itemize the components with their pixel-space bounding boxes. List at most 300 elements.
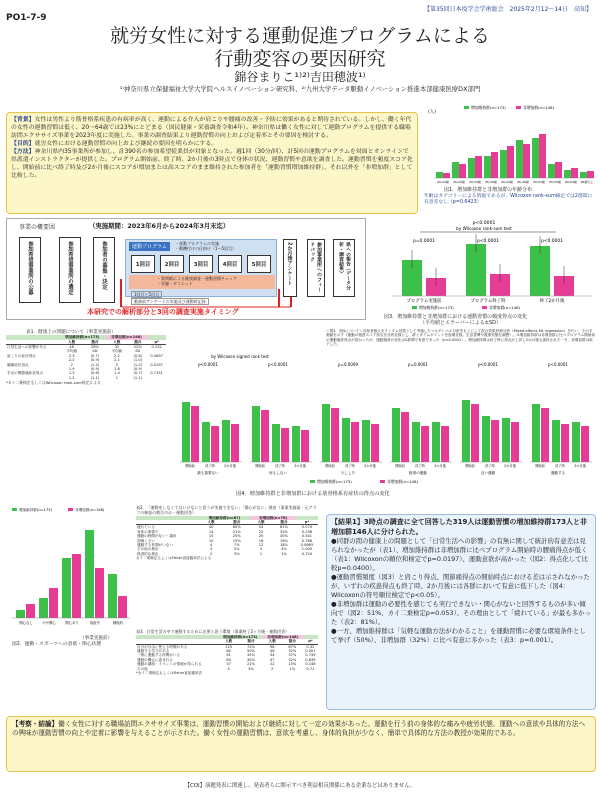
table3-cell-1-5: 0.001 [305, 649, 316, 654]
fig3-pvalue-0: p=0.0001 [413, 239, 435, 244]
fig2-bar-g-1 [39, 598, 48, 618]
table3-cell-4-1: 37 [226, 662, 231, 667]
table1-cell-5-2: (0.9) [90, 367, 100, 372]
table1-cell-7-2: (1-1) [90, 375, 100, 380]
session-5: 5回目 [247, 255, 271, 273]
fig1-bar-p-6 [539, 134, 546, 178]
table3-cell-1-1: 80 [226, 649, 231, 654]
table2-cell-6-1: 2 [210, 551, 213, 556]
fig3-legend-swatch-2 [482, 306, 487, 309]
fig4-legend-1: 増加維持群(n=173) [317, 479, 352, 484]
table1-cell-0-0: 日常生活への影響がある [6, 345, 59, 350]
fig4-xlabel-2-1: 終了時 [345, 464, 355, 468]
table3-cell-4-5: 0.148 [305, 662, 316, 667]
fig1-note: 年齢はカテゴリーによる情報であるが、Wilcoxon rank-sum検定では2群間に有意差なし（p=0.6423） [424, 194, 593, 205]
table3-cell-4-4: 15% [288, 662, 297, 667]
table3-cell-4-2: 21% [246, 662, 255, 667]
table1-cell-1-2: SD [92, 349, 98, 354]
fig1-xlabel-1: 25-29歳 [453, 180, 465, 184]
table3-cell-2-0: 一緒に運動する仲間がいる [137, 653, 181, 658]
table3-cell-2-4: 37% [288, 653, 297, 658]
background-section [11, 116, 413, 140]
method-label: 【方法】 [11, 149, 35, 155]
table3-cell-4-0: 運動の講座・イベントの情報が得られる [137, 662, 202, 667]
fig4-bar-p-1-1 [281, 428, 289, 462]
results-bullet-1: ●運動習慣頻度（図3）と肩こり得点、関節痛得点の開始時点における差は示されなかったが、いずれの疾患得点も終了時、2か月後には各群において有意に低下した（図4：Wilcoxonの符号順位検定でp<0.05）。 [331, 573, 590, 600]
fig4-bar-p-3-1 [421, 426, 429, 462]
table1-cell-4-4: (1-2) [133, 362, 143, 367]
fig4-bar-g-3-1 [412, 422, 420, 462]
table2-header-2: 割合 [233, 520, 241, 524]
fig2-sub: （事業実施前） [80, 636, 113, 641]
survey-note-1: ・質問紙による健康調査・運動習慣チェック [157, 276, 237, 281]
survey-note-2: ・栄養・ダイエット [157, 281, 193, 286]
background-text: 女性は男性より筋骨格系疾患の有病率が高く、運動による介入が肩こりや腰痛の改善・予防に効果があると期待されている。しかし、働く年代の女性の運動習慣は低く、20～64歳では23%にとどまる（国民健康・栄養調査令和4年）。神奈川県は働く女性に対して運動プログラムを提供する職場訪問エクササイズ事業を2023年度に実施した。事業の調査結果より運動習慣の向上および定着率とその要因を検討する。 [11, 117, 412, 139]
table1-cell-0-4: 22% [128, 345, 147, 350]
table2-cell-2-2: 25% [232, 534, 241, 539]
fig4-caption: 図4．増加維持群と非増加群における筋骨格系有症状の得点の変化 [236, 491, 390, 497]
fig1-caption: 図1．増加維持群と非増加群の年齢分布 [444, 187, 533, 193]
fig4-xlabel-2-2: 2か月後 [364, 464, 376, 468]
poster-id: PO1-7-9 [6, 13, 47, 23]
fig4-panel-label-3: 軽度の運動 [409, 471, 427, 475]
fig4-xlabel-4-1: 終了時 [485, 464, 495, 468]
fig4-pvalue-5: p<0.0001 [548, 362, 568, 367]
table1-cell-5-3: 1.8 [114, 367, 120, 372]
fig1-xlabel-8: 60-64歳 [565, 180, 577, 184]
table3-group-head-2: 非増加群(n=146) [263, 635, 303, 639]
fig4-svg [170, 352, 596, 490]
table2-cell-0-4: 81% [272, 525, 296, 530]
table1-cell-3-2: (0.9) [90, 358, 100, 363]
overview-title: 事業の概要図 [19, 224, 56, 231]
table1-header-2: 割合 [91, 339, 99, 344]
fig4-bar-g-4-2 [502, 418, 510, 462]
table2-cell-1-2: 21% [232, 529, 241, 534]
fig2-xlabel-3: 取組中 [89, 621, 101, 625]
fig1-bar-p-5 [523, 144, 530, 178]
table1 [6, 330, 166, 385]
overview-diagram [6, 218, 366, 320]
fig1-bar-g-0 [436, 172, 443, 178]
fig4-bar-p-4-1 [491, 420, 499, 462]
fig1-legend-swatch-2 [516, 106, 521, 109]
fig3-caption: 図3．増加維持群と非増加群における運動習慣の頻度得点の変化 [384, 314, 528, 320]
table3 [136, 630, 318, 676]
fig1-svg [424, 104, 596, 188]
results-head: 【結果1】3時点の調査に全て回答した319人は運動習慣の増加維持群173人と非増加群146人に分けられた。 [331, 518, 587, 536]
fig1-xlabel-9: 65歳以上 [580, 180, 594, 184]
results-bullet-0: ●同群の間の健康上の問題として「日常生活への影響」の有無に関して統計的有意差は見られなかったが（表1）、増加維持群は非増加群に比べプログラム開始時の腰痛得点が低く（表1：Wilcoxonの順位和検定でp=0.0197）、運動意欲が高かった（図2：得点化して比較p=0.0400）。 [331, 537, 588, 573]
fig4-legend-2: 非増加群(n=146) [387, 479, 418, 484]
fig4-bar-p-2-0 [331, 408, 339, 462]
fig4-xlabel-3-1: 終了時 [415, 464, 425, 468]
program-note-2: ・動機付けの仕掛け（1～5回目） [175, 246, 237, 251]
results-bullet-2: ●非増加群は運動の必要性を感じても実行できない・関心がないと回答するものが多い傾向で（図2：51%、カイ二乗検定p=0.053）、その理由として「疲れている」が最も多かった（表2：81%）。 [331, 600, 591, 627]
fig3-sub: （平均値とエラーバーによる±SD） [420, 320, 501, 326]
table1-cell-6-0: 手足の関節痛症状得点 [7, 371, 43, 376]
fig1-bar-g-3 [484, 156, 491, 178]
table2-cell-3-0: 面倒くさい [137, 538, 155, 543]
method-text: 神奈川県内35事業所が参加し、計390名の参加希望従業員が対象となった。週1回（30分/回）、計5回の運動プログラムを対面とオンラインで県派遣インストラクターが提供した。プログラム開始前、終了時、2か月後の3時点で身体の状況、運動習慣や意欲を調査した。運動習慣を頻度スコア化し、開始前に比べ終了時及び2か月後にスコアが増加または高スコアのまま維持された参加者を「運動習慣増加維持群」、それ以外を「非増加群」として比較した。 [11, 149, 413, 179]
fig4-bar-g-2-2 [362, 420, 370, 462]
table1-title: 表1．健康上の問題について（事業実施前） [26, 330, 117, 335]
table3-header-4: 割合 [288, 639, 296, 644]
table2-cell-1-4: 33% [279, 529, 288, 534]
fig4-panel-label-0: 最も重要ない [197, 471, 219, 475]
table1-group-head-2: 非増加群(n=146) [106, 335, 148, 339]
table1-header-1: 人数 [68, 339, 76, 344]
table1-cell-2-4: (0.8) [133, 353, 143, 358]
fig2-xlabel-4: 積極的 [112, 621, 124, 625]
table2-cell-2-5: 0.541 [301, 534, 313, 539]
conference-label: 【第35回日本疫学会学術総会 2025年2月12～14日 高知】 [424, 6, 592, 13]
fig1-bar-p-9 [587, 171, 594, 178]
fig1-bar-p-2 [475, 156, 482, 178]
fig4-bar-g-4-1 [482, 416, 490, 462]
table1-cell-6-3: 1.4 [114, 371, 120, 376]
table2-cell-6-5: 0.724 [301, 551, 313, 556]
fig1-legend-swatch-1 [464, 106, 469, 109]
fig4-xlabel-1-0: 開始前 [255, 464, 265, 468]
table1-cell-0-2: 28% [84, 345, 105, 350]
table2-cell-5-3: 3 [259, 547, 263, 552]
fig3-chart [372, 216, 596, 314]
fig2-bar-p-2 [72, 554, 81, 618]
fig4-bar-p-4-0 [471, 404, 479, 462]
fig4-bar-p-1-0 [261, 410, 269, 462]
fig1-bar-p-8 [571, 168, 578, 178]
title-line2: 行動変容の要因研究 [214, 48, 386, 70]
fig4-bar-p-3-2 [441, 426, 449, 462]
session-3: 3回目 [189, 255, 213, 273]
program-note-1: ・運動プログラムの実施 [175, 241, 219, 246]
table2-cell-0-1: 40 [199, 525, 224, 530]
table2-cell-6-2: 3% [233, 551, 240, 556]
fig1-xlabel-7: 55-59歳 [549, 180, 561, 184]
table3-cell-0-0: 自分が自由に使える時間がある [136, 644, 218, 649]
fig4-pvalue-1: p<0.0001 [268, 362, 288, 367]
fig3-xlabel-1: プログラム終了時 [470, 299, 506, 304]
table2-cell-4-0: 運動する仲間がいない [137, 543, 173, 548]
fig4-xlabel-0-1: 終了時 [205, 464, 215, 468]
fig4-bar-p-3-0 [401, 412, 409, 462]
table1-cell-6-1: 1.3 [68, 371, 75, 376]
table3-cell-2-1: 61 [226, 653, 231, 658]
table3-cell-5-0: その他 [137, 666, 148, 671]
overview-step-label-1: 参加希望事業所の選定 [67, 241, 73, 295]
fig2-legend-2: 非増加群(n=146) [75, 508, 105, 512]
fig4-bar-g-1-1 [272, 424, 280, 462]
fig3-legend-swatch-1 [412, 306, 417, 309]
fig1-legend-2: 非増加群(n=146) [523, 105, 554, 110]
fig4-panel-label-1: 何もしない [269, 471, 287, 475]
table1-cell-6-5: 0.7151 [150, 371, 163, 376]
fig2-legend-1: 増加維持群(n=173) [19, 508, 52, 512]
fig4-xlabel-0-2: 2か月後 [224, 464, 236, 468]
table1-cell-4-1: 2 [70, 362, 73, 367]
fig2-bar-p-4 [118, 596, 127, 618]
table2-cell-6-0: 経済的な理由 [137, 551, 159, 556]
table3-cell-5-4: 1% [289, 666, 296, 671]
table3-cell-0-5: 0.32 [303, 644, 318, 649]
table2-cell-4-5: 0.0665 [300, 543, 314, 548]
fig4-bar-p-5-2 [581, 426, 589, 462]
report-label: 県への報告（データ分析・調査結果） [338, 242, 350, 290]
fig1-xlabel-3: 35-39歳 [485, 180, 497, 184]
table2-cell-0-3: 54 [250, 525, 272, 530]
overview-step-label-2: 参加者の募集・決定 [101, 241, 107, 290]
fig4-xlabel-2-0: 開始前 [325, 464, 335, 468]
table1-header-4: 割合 [134, 339, 142, 344]
table2-cell-3-4: 19% [279, 538, 288, 543]
table1-cell-6-2: (0.6) [90, 371, 100, 376]
fig4-chart [170, 352, 596, 490]
fig4-bar-g-5-0 [532, 404, 540, 462]
fig4-bar-p-4-2 [511, 422, 519, 462]
fig1-bar-g-1 [452, 162, 459, 178]
table2-cell-3-2: 15% [232, 538, 241, 543]
fig4-bar-g-1-0 [252, 406, 260, 462]
table3-cell-3-3: 47 [269, 657, 275, 662]
fig1-bar-p-0 [443, 173, 450, 178]
table1-cell-0-3: 32 [106, 345, 129, 350]
fig1-bar-g-2 [468, 158, 475, 178]
conclusion-label: 【考察・結論】 [12, 720, 59, 728]
table2-header-1: 人数 [207, 520, 215, 524]
fig3-xlabel-2: 終了2か月後 [539, 299, 565, 304]
table2-cell-1-5: 0.236 [301, 529, 313, 534]
table3-note: *カイ二乗検定もしくはFisher直接確率法 [136, 671, 203, 676]
purpose-section [11, 140, 413, 148]
table3-grid [136, 635, 318, 671]
table3-cell-4-3: 22 [269, 662, 275, 667]
purpose-text: 就労女性における運動習慣の向上および継続の要因を明らかにする。 [34, 141, 218, 147]
background-label: 【背景】 [11, 117, 35, 123]
fig4-subtitle: by Wilcoxon signed rank test [211, 354, 269, 359]
fig4-legend-swatch-2 [380, 480, 385, 483]
table1-cell-1-3: 平均値 [111, 349, 123, 354]
table2-cell-3-5: 0.786 [301, 538, 313, 543]
fig2-bar-p-1 [49, 588, 58, 618]
fig4-bar-p-0-0 [191, 406, 199, 462]
session-2: 2回目 [160, 255, 184, 273]
timing-arrows [7, 219, 367, 321]
table2-group-head-2: 非増加群(n=78) [250, 516, 296, 520]
feedback-label: 参加事業所へのフィードバック [309, 242, 322, 292]
fig4-pvalue-0: p<0.0001 [198, 362, 218, 367]
fig4-bar-g-2-0 [322, 404, 330, 462]
table3-cell-2-5: 0.749 [305, 653, 316, 658]
table3-header-3: 人数 [268, 639, 276, 644]
table2-cell-2-3: 20 [258, 534, 264, 539]
table1-cell-0-1: 48 [59, 345, 84, 350]
table1-cell-7-3: 1 [115, 375, 119, 380]
table1-cell-2-3: 2.2 [114, 353, 120, 358]
conclusion-box [6, 716, 596, 772]
title-line1: 就労女性に対する運動促進プログラムによる [110, 25, 490, 47]
fig4-note: ＜図3．図4について＞対象者個人をランダム効果として考慮したマルチレベル分析をもとにして混合効果回帰分析（Mixed-effects ML regression）を行い、その予測値を示す（運動の頻度スコア得点を目的変数とし、群とタイムポイントを説明変数。生活習慣や健康状態を調整）。②増加維持群は非増加群に比べプログラム開始前の運動頻度得点が高かったが、運動頻度の変化は2群間で有意であった（p<0.0001）。増加維持群は終了時に得点が上昇し2か月後も維持された一方、非増加群は低下した。 [326, 329, 596, 347]
purpose-label: 【目的】 [11, 141, 35, 147]
fig3-pvalue-1: p<0.0001 [477, 239, 499, 244]
fig3-svg [372, 216, 596, 314]
fig2-xlabel-2: 関心あり [65, 621, 79, 625]
fig4-xlabel-1-2: 2か月後 [294, 464, 306, 468]
program-label: 運動プログラム [129, 242, 170, 251]
table2-cell-0-2: 60% [223, 525, 250, 530]
table3-cell-1-3: 46 [269, 649, 275, 654]
fig4-xlabel-0-0: 開始前 [185, 464, 195, 468]
fig3-subtitle: by Wilcoxon rank-sum test [456, 226, 512, 231]
table3-cell-5-3: 2 [271, 666, 274, 671]
fig4-bar-g-0-1 [202, 422, 210, 462]
highlight-label: 本研究での解析部分と3回の調査実施タイミング [87, 308, 239, 316]
fig3-legend-2: 非増加群(n=146) [489, 305, 520, 310]
table1-cell-1-4: SD [135, 349, 141, 354]
session-1: 1回目 [131, 255, 155, 273]
table1-cell-1-1: 平均値 [66, 349, 78, 354]
table3-cell-1-0: 運動する気力がある [137, 649, 170, 654]
fig1-bar-p-3 [491, 152, 498, 178]
table3-title: 表3．日常生活の中で運動するために必要と思う環境（事業終了2ヶ月後・複数回答） [136, 629, 290, 634]
fig2-legend-swatch-2 [68, 508, 73, 511]
table3-cell-3-2: 35% [246, 657, 255, 662]
fig4-legend-swatch-1 [310, 480, 315, 483]
table2 [136, 506, 318, 561]
table3-cell-3-0: 運動の機会に恵まれる [137, 657, 173, 662]
fig1-xlabel-4: 40-44歳 [501, 180, 513, 184]
table1-cell-4-2: (1-2) [90, 362, 100, 367]
table1-cell-2-0: 肩こりの症状得点 [7, 353, 36, 358]
authors: 錦谷まりこ¹⁾²⁾吉田穂波¹⁾ [234, 70, 366, 84]
fig4-bar-p-1-2 [301, 430, 309, 462]
fig1-ytitle: (人) [428, 110, 437, 115]
fig1-chart [424, 104, 596, 188]
table2-cell-4-1: 4 [210, 543, 213, 548]
fig4-bar-p-0-1 [211, 426, 219, 462]
fig1-bar-g-9 [580, 172, 587, 178]
affiliations: ¹⁾神奈川県立保健福祉大学大学院ヘルスイノベーション研究科、²⁾九州大学データ駆動イノベーション推進本部健康医療DX部門 [119, 85, 481, 93]
fig1-bar-g-6 [532, 138, 539, 178]
table1-header-3: 人数 [113, 339, 121, 344]
fig4-panel-label-4: 良い運動 [480, 471, 496, 475]
table1-cell-2-5: 0.3697 [150, 353, 163, 358]
table3-group-head-1: 増加維持群(n=173) [218, 635, 263, 639]
table1-cell-5-4: (0.9) [133, 367, 143, 372]
fig4-pvalue-4: p<0.0001 [478, 362, 498, 367]
bottom-note-2: 勤務前アンケートの実施及び運動時記録 [131, 298, 209, 305]
method-section [11, 148, 413, 180]
fig4-bar-g-5-1 [552, 420, 560, 462]
fig1-legend-1: 増加維持群(n=173) [471, 105, 506, 110]
table3-cell-3-1: 60 [226, 657, 231, 662]
table1-cell-7-1: 1.2 [68, 375, 75, 380]
table1-cell-4-5: 0.0197 [150, 362, 163, 367]
table2-cell-5-0: その他の理由 [137, 547, 159, 552]
table1-group-head-1: 増加維持群(n=173) [59, 335, 105, 339]
table3-cell-0-2: 72% [239, 644, 262, 649]
table3-cell-1-4: 32% [288, 649, 297, 654]
fig3-xlabel-0: プログラム実施前 [406, 299, 442, 304]
fig1-xlabel-6: 50-54歳 [533, 180, 545, 184]
table3-cell-1-2: 50% [246, 649, 255, 654]
fig2-xlabel-0: 関心なし [19, 621, 33, 625]
table2-cell-5-4: 4% [281, 547, 287, 552]
bottom-note-1: 1回目と5回目 [131, 291, 162, 298]
table2-cell-5-1: 3 [210, 547, 213, 552]
fig1-bar-g-8 [564, 170, 571, 178]
table3-cell-3-4: 32% [288, 657, 297, 662]
fig1-xlabel-2: 30-34歳 [469, 180, 481, 184]
table1-cell-4-0: 腰痛症状得点 [7, 362, 29, 367]
fig4-pvalue-3: p=0.0001 [408, 362, 428, 367]
table2-header-3: 人数 [257, 520, 265, 524]
fig4-bar-p-5-1 [561, 424, 569, 462]
overview-step-label-0: 参加希望事業所の公募 [27, 241, 33, 295]
table2-grid [136, 516, 318, 557]
table2-header-5: p* [304, 520, 310, 524]
table2-cell-1-0: 身体の事情で [137, 529, 159, 534]
table2-cell-6-3: 1 [259, 551, 263, 556]
table1-cell-3-1: 2.2 [68, 358, 75, 363]
fig1-bar-g-7 [548, 164, 555, 178]
fig4-panel-label-2: 少しした [340, 471, 356, 475]
table3-cell-0-1: 125 [218, 644, 239, 649]
table1-cell-3-3: 2.1 [114, 358, 120, 363]
fig2-bar-p-3 [95, 568, 104, 618]
fig4-xlabel-5-0: 開始前 [535, 464, 545, 468]
table2-cell-0-0: 疲れている [136, 525, 199, 530]
results-bullet-3: ●一方、増加維持群は「気軽な運動方法がわかること」を運動習慣に必要な環境条件として挙げ（50%）、非増加群（32%）に比べ有意に多かった（表3：p=0.001）。 [331, 627, 586, 645]
fig2-svg [6, 506, 134, 634]
fig2-bar-g-4 [108, 574, 117, 618]
table2-cell-2-0: 運動の時間がない・場所 [137, 534, 177, 539]
table3-cell-5-1: 5 [227, 666, 230, 671]
fig4-bar-g-3-0 [392, 408, 400, 462]
table3-cell-2-3: 54 [269, 653, 275, 658]
table1-cell-5-1: 1.9 [68, 367, 75, 372]
table2-cell-5-5: 1.000 [301, 547, 313, 552]
fig1-bar-p-1 [459, 164, 466, 178]
fig4-pvalue-2: p=0.0009 [338, 362, 358, 367]
fig2-xlabel-1: やや関心 [42, 621, 56, 625]
table3-header-5: p* [308, 639, 313, 644]
fig4-bar-p-2-2 [371, 424, 379, 462]
table2-cell-1-3: 22 [258, 529, 264, 534]
table2-cell-3-1: 10 [208, 538, 214, 543]
table2-cell-4-3: 12 [258, 543, 264, 548]
table-row [136, 662, 318, 666]
table2-cell-6-4: 1% [281, 551, 287, 556]
table3-cell-5-5: 0.71 [306, 666, 315, 671]
fig3-pvalue-2: p<0.0001 [541, 239, 563, 244]
fig3-legend-1: 増加維持群(n=173) [419, 305, 454, 310]
fig4-xlabel-1-1: 終了時 [275, 464, 285, 468]
table1-grid [6, 335, 166, 380]
coi-note: 【COI】演題発表に関連し、発表者らに開示すべき利益相反関係にある企業などはありません。 [184, 783, 416, 789]
table2-cell-5-2: 5% [233, 547, 240, 552]
table1-cell-2-1: 2.3 [68, 353, 75, 358]
fig2-caption: 図2．運動・スポーツへの意欲・関心状態 [12, 642, 102, 647]
table1-cell-0-5: 0.232 [147, 345, 166, 350]
fig1-bar-g-5 [516, 140, 523, 178]
table1-cell-6-4: (0.7) [133, 371, 143, 376]
table2-cell-0-5: 0.074 [296, 525, 318, 530]
fig4-bar-g-0-0 [182, 402, 190, 462]
fig4-bar-p-5-0 [541, 408, 549, 462]
session-4: 4回目 [218, 255, 242, 273]
fig1-bar-g-4 [500, 150, 507, 178]
